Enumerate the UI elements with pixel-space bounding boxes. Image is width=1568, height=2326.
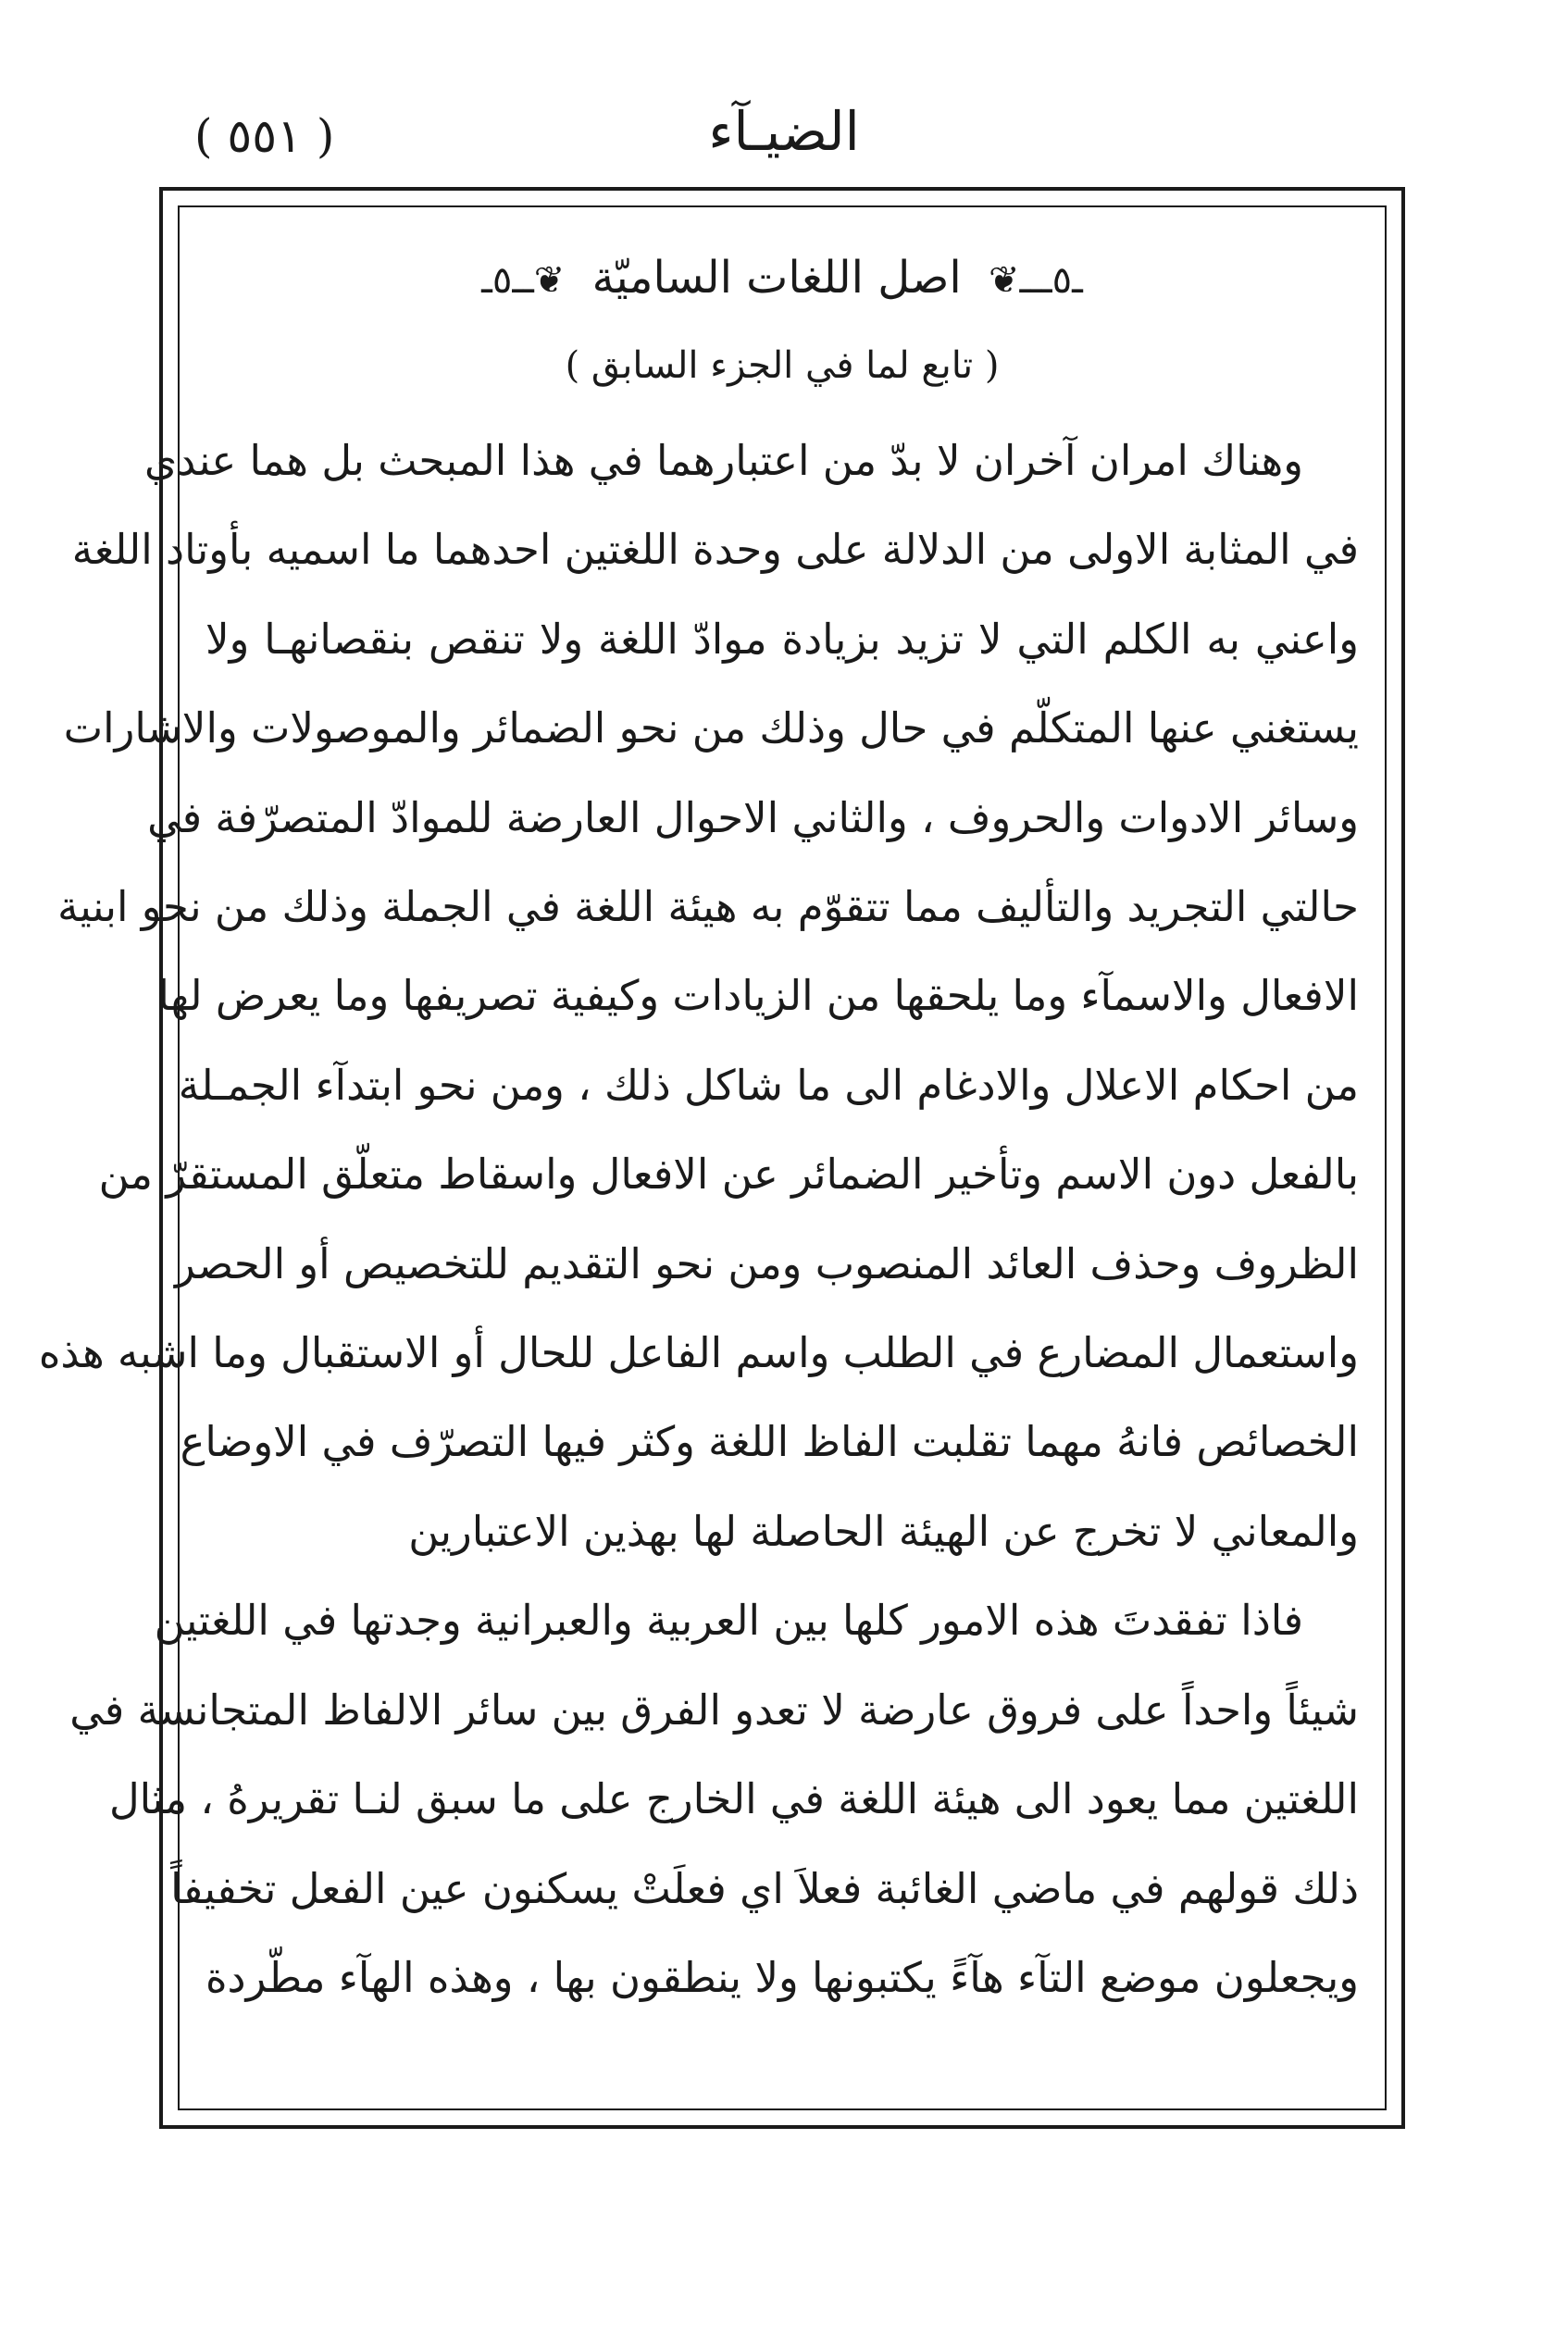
article-title: اصل اللغات الساميّة: [591, 252, 962, 304]
text-line: الظروف وحذف العائد المنصوب ومن نحو التقديم للتخصيص أو الحصر: [175, 1238, 1359, 1288]
text-line: من احكام الاعلال والادغام الى ما شاكل ذلك ، ومن نحو ابتدآء الجمـلة: [178, 1060, 1359, 1110]
article-title-row: [205, 231, 1359, 324]
text-line: فاذا تفقدتَ هذه الامور كلها بين العربية والعبرانية وجدتها في اللغتين: [154, 1596, 1303, 1646]
article-body: [38, 231, 1359, 2022]
journal-title: الضيـآء: [708, 100, 860, 163]
page-number: ( ٥٥١ ): [194, 109, 335, 163]
ornament-left-icon: ❦ــ٥ـ: [481, 259, 566, 302]
text-line: وسائر الادوات والحروف ، والثاني الاحوال العارضة للموادّ المتصرّفة في: [147, 792, 1359, 842]
text-line: شيئاً واحداً على فروق عارضة لا تعدو الفرق بين سائر الالفاظ المتجانسة في: [69, 1685, 1359, 1735]
text-line: واعني به الكلم التي لا تزيد بزيادة موادّ اللغة ولا تنقص بنقصانهـا ولا: [205, 614, 1359, 664]
text-line: وهناك امران آخران لا بدّ من اعتبارهما في هذا المبحث بل هما عندي: [143, 436, 1303, 485]
text-line: يستغني عنها المتكلّم في حال وذلك من نحو الضمائر والموصولات والاشارات: [63, 703, 1359, 753]
page-header: [0, 0, 1568, 185]
text-line: حالتي التجريد والتأليف مما تتقوّم به هيئة اللغة في الجملة وذلك من نحو ابنية: [57, 882, 1359, 932]
text-line: اللغتين مما يعود الى هيئة اللغة في الخارج على ما سبق لنـا تقريرهُ ، مثال: [108, 1774, 1359, 1824]
ornament-right-icon: ـ٥ـــ❦: [988, 259, 1083, 302]
text-line: بالفعل دون الاسم وتأخير الضمائر عن الافعال واسقاط متعلّق المستقرّ من: [98, 1150, 1359, 1200]
text-line: الخصائص فانهُ مهما تقلبت الفاظ اللغة وكثر فيها التصرّف في الاوضاع: [180, 1417, 1359, 1467]
article-subtitle: ( تابع لما في الجزء السابق ): [565, 344, 1000, 387]
text-line: الافعال والاسمآء وما يلحقها من الزيادات وكيفية تصريفها وما يعرض لها: [157, 971, 1359, 1021]
text-line: واستعمال المضارع في الطلب واسم الفاعل للحال أو الاستقبال وما اشبه هذه: [38, 1328, 1359, 1378]
text-line: والمعاني لا تخرج عن الهيئة الحاصلة لها بهذين الاعتبارين: [408, 1506, 1359, 1556]
text-line: ويجعلون موضع التآء هآءً يكتبونها ولا ينطقون بها ، وهذه الهآء مطّردة: [205, 1952, 1359, 2002]
paragraph-1: [38, 417, 1359, 1576]
text-line: في المثابة الاولى من الدلالة على وحدة اللغتين احدهما ما اسميه بأوتاد اللغة: [71, 525, 1359, 575]
paragraph-2: [69, 1576, 1359, 2022]
text-line: ذلك قولهم في ماضي الغائبة فعلاَ اي فعلَتْ يسكنون عين الفعل تخفيفاً: [170, 1863, 1359, 1913]
